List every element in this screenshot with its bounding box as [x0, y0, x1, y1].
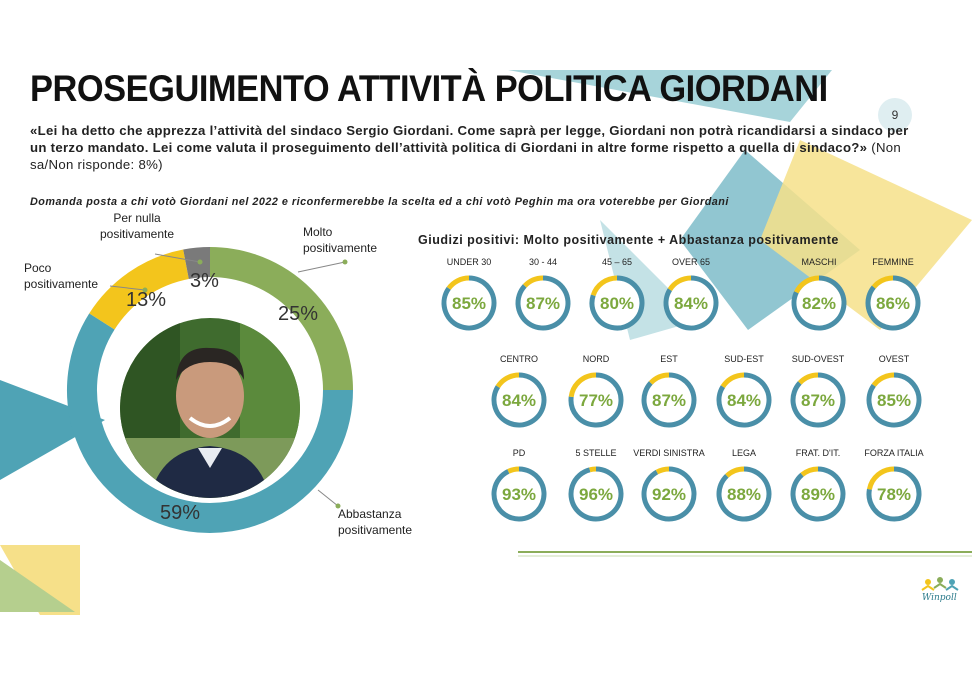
slice-value-molto: 25% [278, 303, 319, 325]
label-poco-line2: positivamente [24, 277, 99, 291]
ring-category-45-65: 45 – 65 [601, 257, 633, 267]
ring-value-under-30: 85% [451, 294, 487, 313]
ring-category-5-stelle: 5 STELLE [575, 448, 617, 458]
ring-category-femmine: FEMMINE [872, 257, 914, 267]
ring-value-5-stelle: 96% [578, 485, 614, 504]
ring-value-frat-d-it-: 89% [800, 485, 836, 504]
sample-note: Domanda posta a chi votò Giordani nel 2022 e riconfermerebbe la scelta ed a chi votò Peghin ma ora voterebbe per Giordani [30, 196, 729, 208]
logo-text: Winpoll [922, 593, 957, 603]
page-title: PROSEGUIMENTO ATTIVITÀ POLITICA GIORDANI [30, 68, 828, 109]
ring-value-maschi: 82% [801, 294, 837, 313]
ring-value-sud-est: 84% [726, 391, 762, 410]
label-molto-line2: positivamente [303, 241, 378, 255]
label-abbastanza-line2: positivamente [338, 523, 413, 537]
ring-value-pd: 93% [501, 485, 537, 504]
ring-category-lega: LEGA [731, 448, 757, 458]
ring-value-femmine: 86% [875, 294, 911, 313]
ring-remainder-arc-pd [508, 469, 519, 471]
label-per-nulla-line1: Per nulla [113, 211, 161, 225]
ring-category-ovest: OVEST [878, 354, 910, 364]
ring-category-pd: PD [512, 448, 526, 458]
ring-category-sud-ovest: SUD-OVEST [791, 354, 845, 364]
slice-value-poco: 13% [126, 289, 167, 311]
rings-title: Giudizi positivi: Molto positivamente + Abbastanza positivamente [418, 233, 839, 247]
page-number-badge: 9 [878, 98, 912, 132]
ring-value-est: 87% [651, 391, 687, 410]
ring-value-centro: 84% [501, 391, 537, 410]
ring-category-nord: NORD [582, 354, 610, 364]
label-molto-line1: Molto [303, 225, 333, 239]
ring-category-forza-italia: FORZA ITALIA [864, 448, 924, 458]
ring-value-forza-italia: 78% [876, 485, 912, 504]
ring-value-lega: 88% [726, 485, 762, 504]
ring-value-nord: 77% [578, 391, 614, 410]
ring-value-45-65: 80% [599, 294, 635, 313]
slice-value-abbastanza: 59% [160, 502, 201, 524]
ring-category-frat-d-it-: FRAT. D'IT. [795, 448, 841, 458]
label-abbastanza-line1: Abbastanza [338, 507, 402, 521]
ring-remainder-arc-5-stelle [590, 469, 596, 470]
ring-category-est: EST [660, 354, 678, 364]
ring-value-30-44: 87% [525, 294, 561, 313]
ring-value-over-65: 84% [673, 294, 709, 313]
ring-value-verdi-sinistra: 92% [651, 485, 687, 504]
ring-category-maschi: MASCHI [801, 257, 837, 267]
slice-value-per-nulla: 3% [190, 270, 219, 292]
question-no-answer-note: (Non sa/Non risponde: 8%) [30, 140, 902, 172]
question-body: «Lei ha detto che apprezza l’attività del sindaco Sergio Giordani. Come saprà per legge, Giordani non potrà ricandidarsi a sindaco per un terzo mandato. Lei come valuta il proseguimento dell’attività politica di Giordani in altre forme rispetto a quella di sindaco?» [30, 123, 909, 155]
ring-category-30-44: 30 - 44 [528, 257, 558, 267]
ring-category-centro: CENTRO [500, 354, 538, 364]
ring-category-under-30: UNDER 30 [446, 257, 492, 267]
label-per-nulla-line2: positivamente [100, 227, 175, 241]
ring-category-sud-est: SUD-EST [724, 354, 764, 364]
ring-value-sud-ovest: 87% [800, 391, 836, 410]
label-poco-line1: Poco [24, 261, 52, 275]
ring-category-verdi-sinistra: VERDI SINISTRA [633, 448, 705, 458]
ring-category-over-65: OVER 65 [671, 257, 711, 267]
ring-value-ovest: 85% [876, 391, 912, 410]
